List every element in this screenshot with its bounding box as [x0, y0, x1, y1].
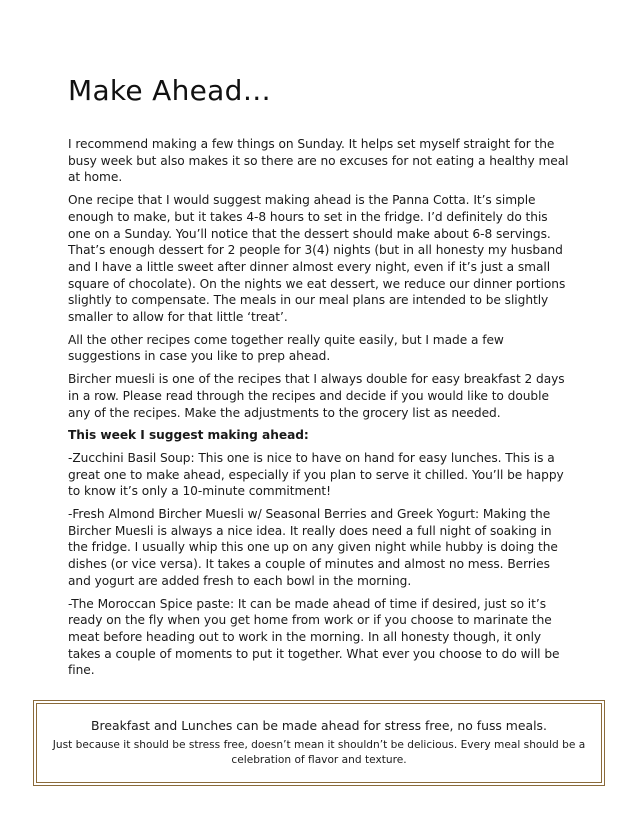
body-text	[68, 136, 573, 685]
paragraph-prep-ahead: All the other recipes come together really quite easily, but I made a few suggestions in case you like to prep ahead.	[68, 332, 504, 364]
callout-subtext: Just because it should be stress free, doesn’t mean it shouldn’t be delicious. Every meal should be a celebration of flavor and texture.	[52, 739, 586, 766]
suggestion-moroccan-paste: -The Moroccan Spice paste: It can be made ahead of time if desired, just so it’s ready on the fly when you get home from work or if you choose to marinate the meat before heading out to work in the morning. In all honesty though, it only takes a couple of moments to put it together. What ever you choose to do will be fine.	[68, 596, 560, 678]
suggest-heading: This week I suggest making ahead:	[68, 428, 309, 443]
paragraph-intro: I recommend making a few things on Sunday. It helps set myself straight for the busy week but also makes it so there are no excuses for not eating a healthy meal at home.	[68, 137, 569, 185]
paragraph-panna-cotta: One recipe that I would suggest making ahead is the Panna Cotta. It’s simple enough to make, but it takes 4-8 hours to set in the fridge. I’d definitely do this one on a Sunday. You’ll notice that the dessert should make about 6-8 servings. That’s enough dessert for 2 people for 3(4) nights (but in all honesty my husband and I have a little sweet after dinner almost every night, even if it’s just a small square of chocolate). On the nights we eat dessert, we reduce our dinner portions slightly to compensate. The meals in our meal plans are intended to be slightly smaller to allow for that little ‘treat’.	[68, 193, 566, 325]
callout-box	[36, 703, 602, 783]
page-title: Make Ahead…	[68, 74, 272, 107]
suggestion-zucchini-soup: -Zucchini Basil Soup: This one is nice to have on hand for easy lunches. This is a great one to make ahead, especially if you plan to serve it chilled. You’ll be happy to know it’s only a 10-minute commitment!	[68, 450, 564, 499]
paragraph-bircher-double: Bircher muesli is one of the recipes that I always double for easy breakfast 2 days in a row. Please read through the recipes and decide if you would like to double any of the recipes. Make the adjustments to the grocery list as needed.	[68, 372, 565, 420]
suggestion-bircher-muesli: -Fresh Almond Bircher Muesli w/ Seasonal Berries and Greek Yogurt: Making the Bircher Muesli is always a nice idea. It really does need a full night of soaking in the fridge. I usually whip this one up on any given night while hubby is doing the dishes (or vice versa). It takes a couple of minutes and almost no mess. Berries and yogurt are added fresh to each bowl in the morning.	[68, 507, 558, 588]
callout-headline: Breakfast and Lunches can be made ahead for stress free, no fuss meals.	[91, 718, 547, 733]
